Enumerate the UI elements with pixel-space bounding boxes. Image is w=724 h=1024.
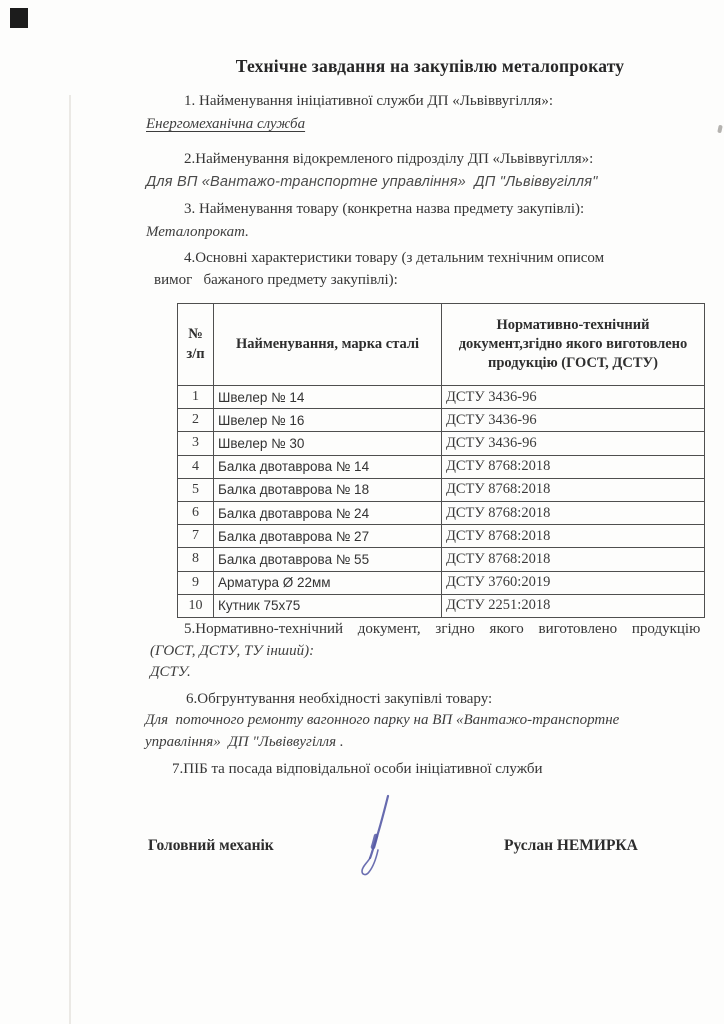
row-number: 8: [178, 548, 214, 571]
row-name: Балка двотаврова № 27: [214, 525, 442, 548]
row-number: 5: [178, 478, 214, 501]
row-number: 3: [178, 432, 214, 455]
row-name: Кутник 75х75: [214, 594, 442, 617]
row-document: ДСТУ 3436-96: [442, 432, 705, 455]
table-row: [178, 501, 705, 524]
row-name: Балка двотаврова № 14: [214, 455, 442, 478]
row-document: ДСТУ 8768:2018: [442, 478, 705, 501]
item-6-label: 6.Обгрунтування необхідності закупівлі товару:: [186, 691, 493, 707]
row-number: 10: [178, 594, 214, 617]
row-number: 7: [178, 525, 214, 548]
table-row: [178, 525, 705, 548]
row-number: 9: [178, 571, 214, 594]
row-number: 1: [178, 386, 214, 409]
table-row: [178, 409, 705, 432]
row-document: ДСТУ 8768:2018: [442, 548, 705, 571]
row-number: 4: [178, 455, 214, 478]
item-6-value-line1: Для поточного ремонту вагонного парку на ВП «Вантажо-транспортне: [145, 712, 620, 728]
row-name: Балка двотаврова № 24: [214, 501, 442, 524]
table-row: [178, 455, 705, 478]
item-3-label: 3. Найменування товару (конкретна назва предмету закупівлі):: [184, 201, 585, 217]
row-number: 6: [178, 501, 214, 524]
row-name: Швелер № 30: [214, 432, 442, 455]
item-4-line1: 4.Основні характеристики товару (з детальним технічним описом: [184, 250, 605, 266]
item-1-value: Енергомеханічна служба: [146, 116, 306, 132]
row-document: ДСТУ 2251:2018: [442, 594, 705, 617]
item-1-label: 1. Найменування ініціативної служби ДП «Львіввугілля»:: [184, 93, 553, 109]
header-cell-name: Найменування, марка сталі: [214, 304, 442, 386]
row-document: ДСТУ 8768:2018: [442, 501, 705, 524]
row-document: ДСТУ 8768:2018: [442, 525, 705, 548]
table-header-row: [178, 304, 705, 386]
header-cell-number: № з/п: [178, 304, 214, 386]
scan-speck: [717, 125, 723, 134]
row-name: Швелер № 14: [214, 386, 442, 409]
item-5-line2: (ГОСТ, ДСТУ, ТУ інший):: [150, 643, 315, 659]
procurement-table: [177, 303, 705, 618]
row-document: ДСТУ 8768:2018: [442, 455, 705, 478]
document-title: Технічне завдання на закупівлю металопрокату: [235, 56, 625, 76]
table-row: [178, 478, 705, 501]
table-row: [178, 432, 705, 455]
table-row: [178, 548, 705, 571]
header-cell-document: Нормативно-технічний документ,згідно якого виготовлено продукцію (ГОСТ, ДСТУ): [442, 304, 705, 386]
item-6-value-line2: управління» ДП "Львіввугілля .: [145, 734, 344, 750]
handwritten-signature: [340, 780, 460, 910]
row-document: ДСТУ 3436-96: [442, 409, 705, 432]
row-name: Балка двотаврова № 55: [214, 548, 442, 571]
table-row: [178, 571, 705, 594]
row-name: Швелер № 16: [214, 409, 442, 432]
row-number: 2: [178, 409, 214, 432]
item-5-line1: 5.Нормативно-технічний документ, згідно якого виготовлено продукцію: [184, 621, 701, 637]
row-document: ДСТУ 3760:2019: [442, 571, 705, 594]
item-2-value: Для ВП «Вантажо-транспортне управління» ДП "Львіввугілля": [146, 174, 598, 190]
scan-artifact-square: [10, 8, 28, 28]
item-7-label: 7.ПІБ та посада відповідальної особи ініціативної служби: [172, 761, 543, 777]
table-row: [178, 594, 705, 617]
row-name: Арматура Ø 22мм: [214, 571, 442, 594]
row-document: ДСТУ 3436-96: [442, 386, 705, 409]
signer-name: Руслан НЕМИРКА: [504, 837, 638, 854]
signer-position: Головний механік: [148, 837, 274, 854]
page-edge-shadow: [69, 95, 71, 1024]
item-4-line2: вимог бажаного предмету закупівлі):: [154, 272, 398, 288]
row-name: Балка двотаврова № 18: [214, 478, 442, 501]
item-2-label: 2.Найменування відокремленого підрозділу ДП «Львіввугілля»:: [184, 151, 594, 167]
item-3-value: Металопрокат.: [146, 224, 249, 240]
table-row: [178, 386, 705, 409]
item-5-value: ДСТУ.: [150, 664, 191, 680]
